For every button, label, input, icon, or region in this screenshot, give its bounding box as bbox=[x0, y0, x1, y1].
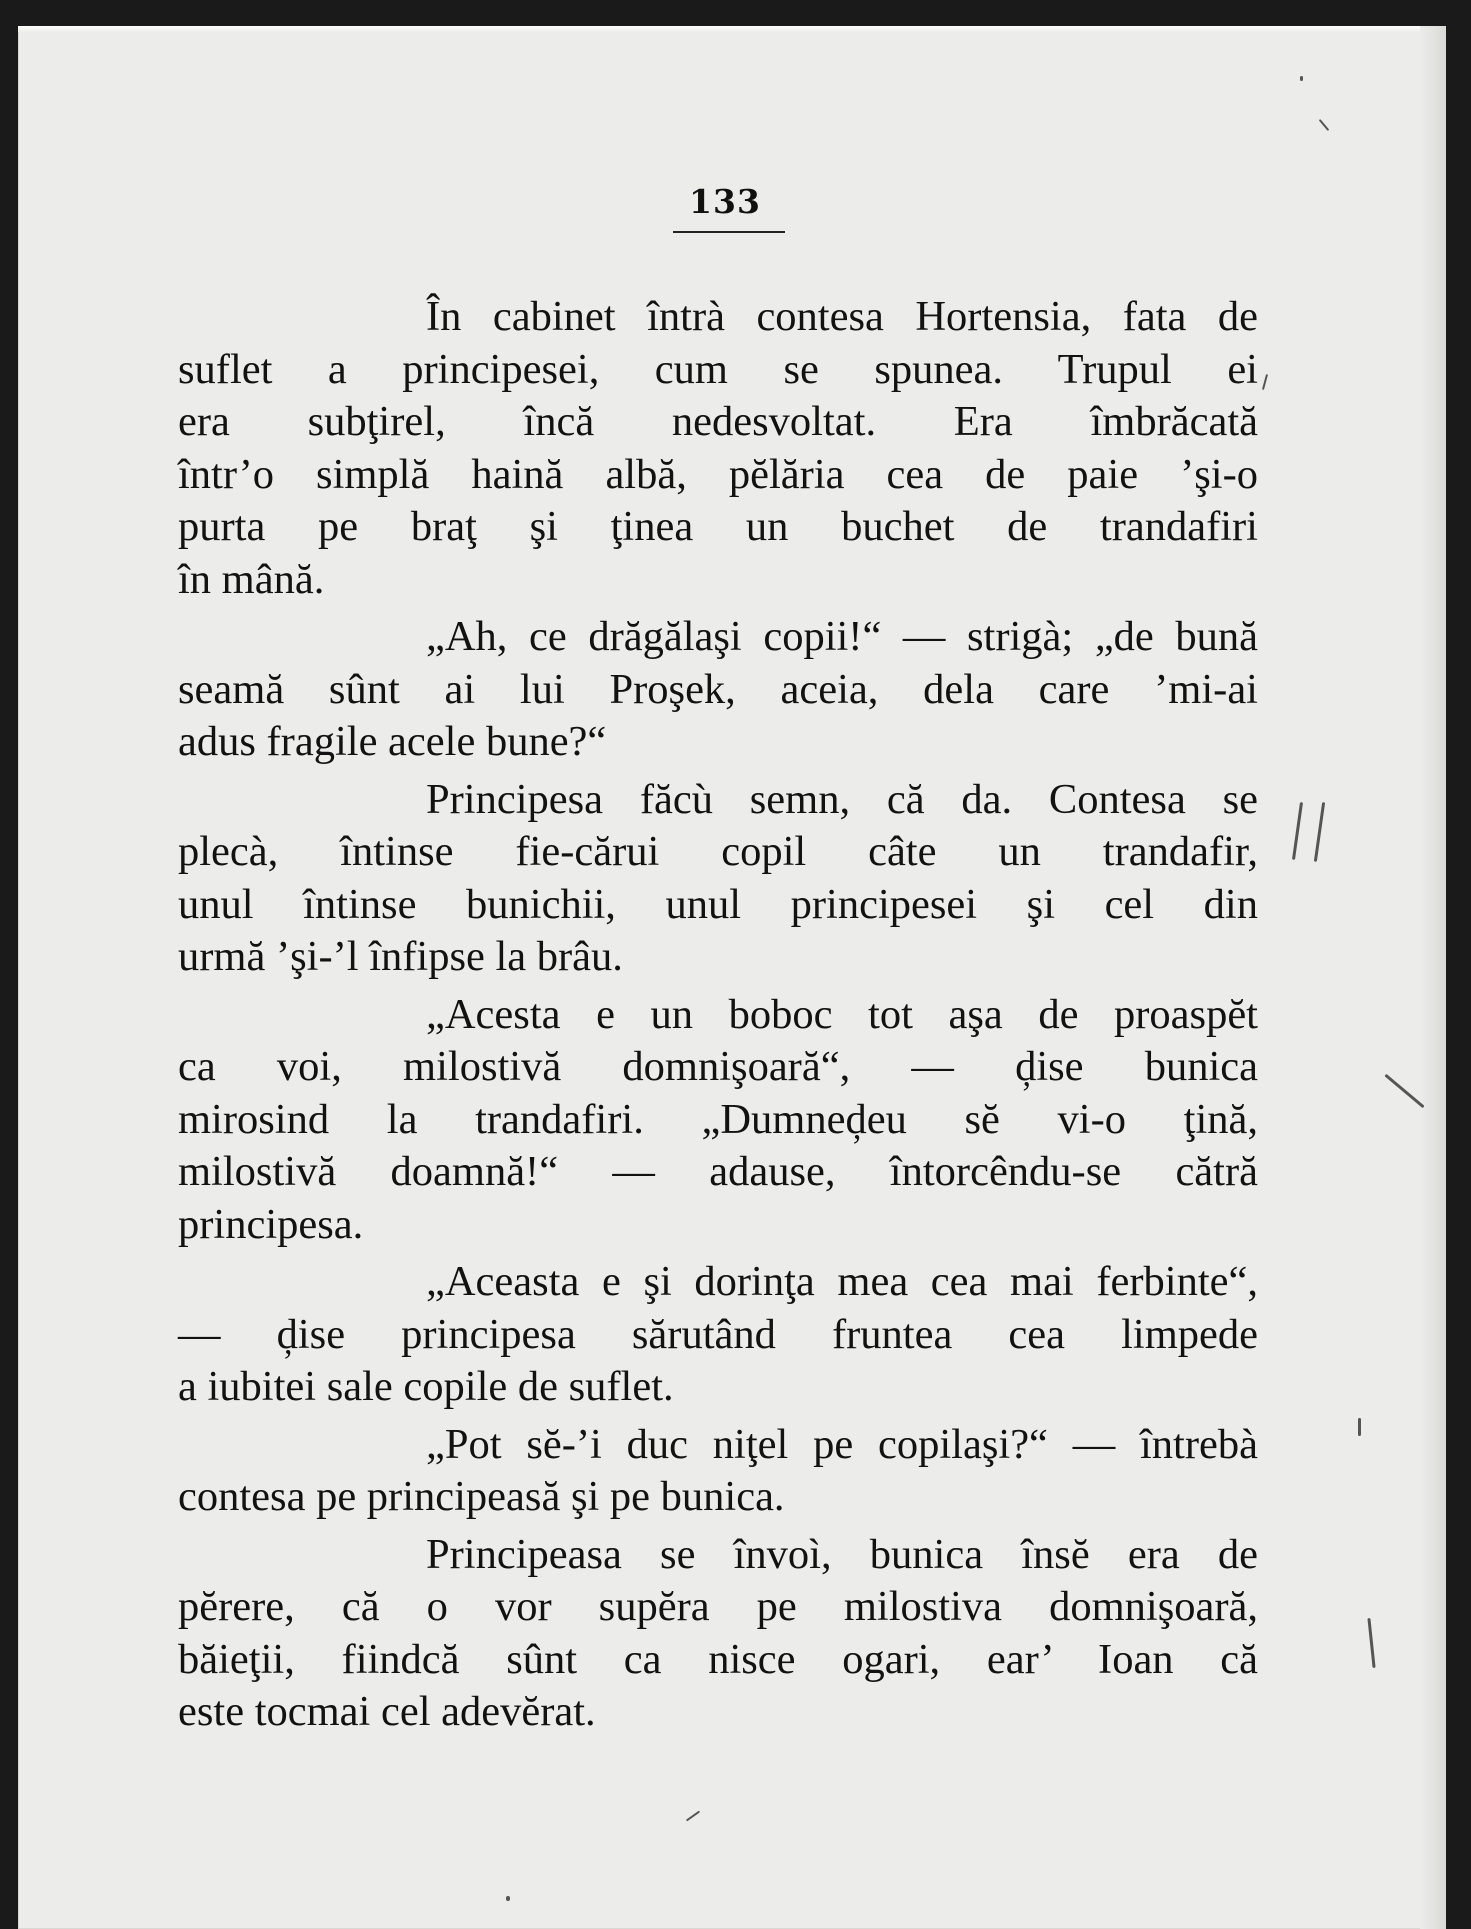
scan-speck bbox=[1300, 76, 1303, 81]
text-line: Principeasa se învoì, bunica însĕ era de bbox=[426, 1530, 1258, 1578]
scan-speck bbox=[1314, 802, 1325, 862]
text-line: seamă sûnt ai lui Proşek, aceia, dela care ’mi-ai bbox=[178, 665, 1258, 713]
text-line: ca voi, milostivă domnişoară“, — ḑise bunica bbox=[178, 1043, 1258, 1090]
paragraph bbox=[178, 989, 1258, 1252]
scan-speck bbox=[1358, 1418, 1361, 1436]
page-number-rule bbox=[673, 231, 785, 233]
text-line: băieţii, fiindcă sûnt ca nisce ogari, ear’ Ioan că bbox=[178, 1635, 1258, 1683]
text-line: pĕrere, că o vor supĕra pe milostiva domnişoară, bbox=[178, 1583, 1258, 1630]
text-line: suflet a principesei, cum se spunea. Trupul ei bbox=[178, 345, 1258, 393]
text-line: unul întinse bunichii, unul principesei şi cel din bbox=[178, 880, 1258, 928]
text-line: „Pot sĕ-’i duc niţel pe copilaşi?“ — întrebà bbox=[426, 1420, 1258, 1468]
page-number: 133 bbox=[689, 182, 761, 221]
text-line: adus fragile acele bune?“ bbox=[178, 718, 607, 765]
scan-speck bbox=[1262, 374, 1268, 390]
text-line: urmă ’şi-’l înfipse la brâu. bbox=[178, 933, 623, 980]
paragraph bbox=[178, 774, 1258, 984]
text-line: era subţirel, încă nedesvoltat. Era îmbrăcată bbox=[178, 398, 1258, 445]
book-page bbox=[18, 26, 1446, 1929]
text-line: plecà, întinse fie-cărui copil câte un trandafir, bbox=[178, 828, 1258, 875]
text-line: este tocmai cel adevĕrat. bbox=[178, 1688, 596, 1735]
text-line: În cabinet întrà contesa Hortensia, fata de bbox=[426, 293, 1258, 340]
scan-speck bbox=[1384, 1074, 1424, 1108]
scan-speck bbox=[1319, 119, 1330, 131]
text-line: mirosind la trandafiri. „Dumneḑeu sĕ vi-o ţină, bbox=[178, 1095, 1258, 1143]
paragraph bbox=[178, 1529, 1258, 1739]
text-line: milostivă doamnă!“ — adause, întorcêndu-se cătră bbox=[178, 1148, 1258, 1195]
text-line: contesa pe principeasă şi pe bunica. bbox=[178, 1473, 785, 1520]
paragraph bbox=[178, 1419, 1258, 1524]
text-line: principesa. bbox=[178, 1200, 364, 1248]
text-line: „Aceasta e şi dorinţa mea cea mai ferbinte“, bbox=[426, 1258, 1258, 1305]
text-line: purta pe braţ şi ţinea un buchet de trandafiri bbox=[178, 503, 1258, 550]
paragraph bbox=[178, 1256, 1258, 1414]
text-line: a iubitei sale copile de suflet. bbox=[178, 1363, 674, 1410]
text-line: Principesa făcù semn, că da. Contesa se bbox=[426, 775, 1258, 823]
scan-speck bbox=[506, 1896, 510, 1901]
text-line: într’o simplă haină albă, pĕlăria cea de paie ’şi-o bbox=[178, 450, 1258, 498]
scan-speck bbox=[1292, 802, 1303, 860]
text-line: — ḑise principesa sărutând fruntea cea limpede bbox=[178, 1310, 1258, 1358]
paragraph bbox=[178, 611, 1258, 769]
page-top-edge bbox=[18, 26, 1446, 32]
text-line: „Acesta e un boboc tot aşa de proaspĕt bbox=[426, 990, 1258, 1038]
body-text bbox=[178, 291, 1258, 1744]
text-line: „Ah, ce drăgălaşi copii!“ — strigà; „de bună bbox=[426, 613, 1258, 660]
scan-speck bbox=[1367, 1618, 1375, 1668]
page-right-shadow bbox=[1420, 26, 1446, 1929]
paragraph bbox=[178, 291, 1258, 606]
scan-speck bbox=[686, 1811, 700, 1822]
text-line: în mână. bbox=[178, 555, 325, 603]
